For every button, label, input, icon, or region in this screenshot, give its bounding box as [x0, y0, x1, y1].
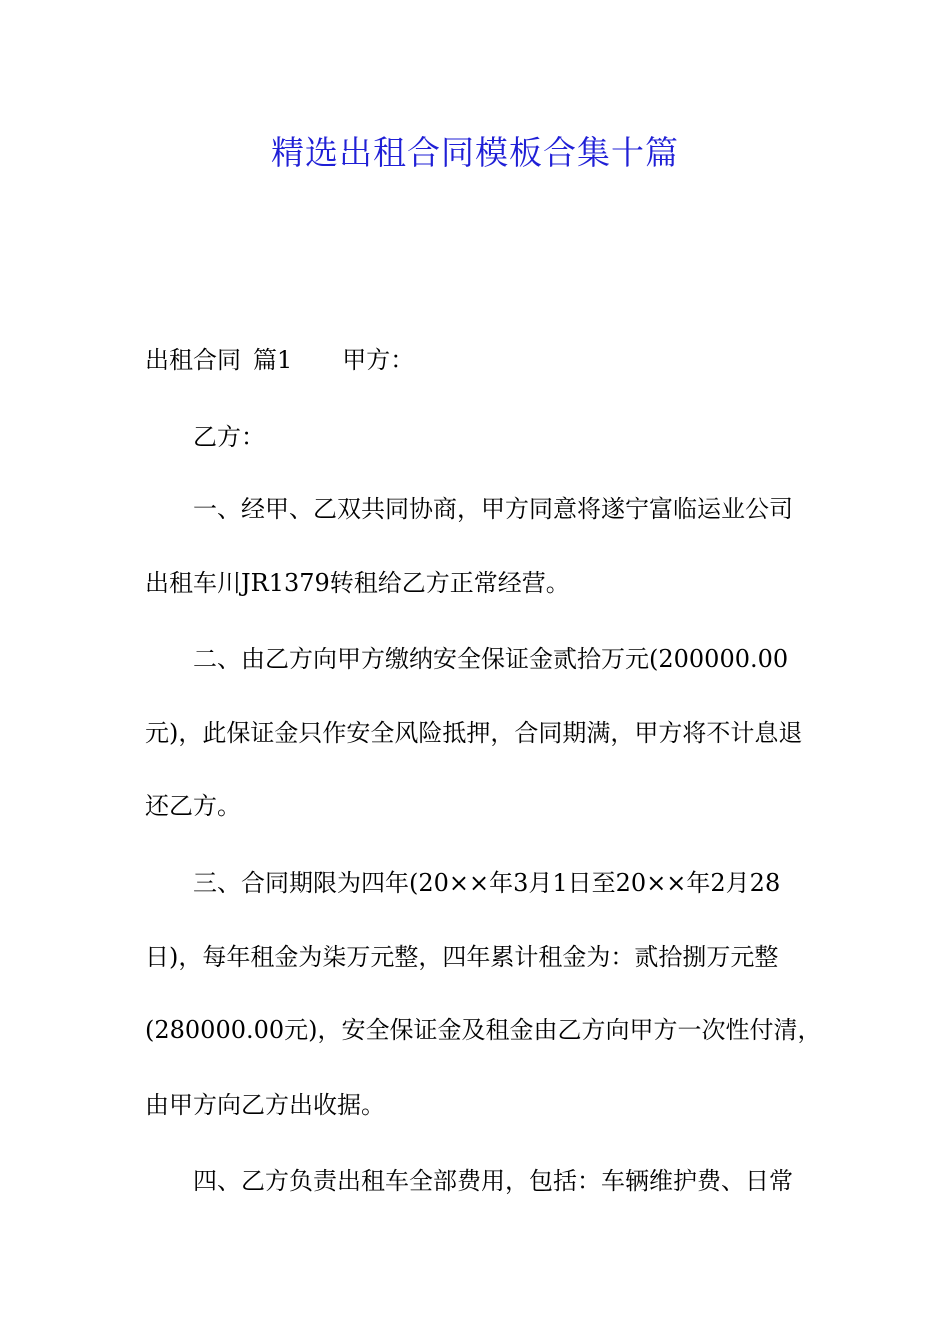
party-a-label: 甲方：: [342, 346, 415, 374]
clause-3-line-3: (280000.00元)，安全保证金及租金由乙方向甲方一次性付清，: [145, 1016, 822, 1044]
clause-3-line-1: 三、合同期限为四年(20××年3月1日至20××年2月28: [193, 869, 781, 897]
clause-2-line-2: 元)，此保证金只作安全风险抵押，合同期满，甲方将不计息退: [145, 719, 803, 747]
clause-3-line-4: 由甲方向乙方出收据。: [145, 1091, 385, 1119]
clause-4-line-1: 四、乙方负责出租车全部费用，包括：车辆维护费、日常: [193, 1167, 793, 1195]
clause-2-line-3: 还乙方。: [145, 792, 241, 820]
contract-heading: [145, 343, 414, 377]
party-b-label: 乙方：: [193, 423, 265, 451]
document-title: 精选出租合同模板合集十篇: [271, 133, 679, 172]
section-label: 出租合同: [145, 346, 241, 374]
clause-1-line-2: 出租车川JR1379转租给乙方正常经营。: [145, 569, 570, 597]
clause-3-line-2: 日)，每年租金为柒万元整，四年累计租金为：贰拾捌万元整: [145, 943, 779, 971]
section-number: 篇1: [253, 346, 293, 374]
clause-1-line-1: 一、经甲、乙双共同协商，甲方同意将遂宁富临运业公司: [193, 495, 793, 523]
clause-2-line-1: 二、由乙方向甲方缴纳安全保证金贰拾万元(200000.00: [193, 645, 789, 673]
